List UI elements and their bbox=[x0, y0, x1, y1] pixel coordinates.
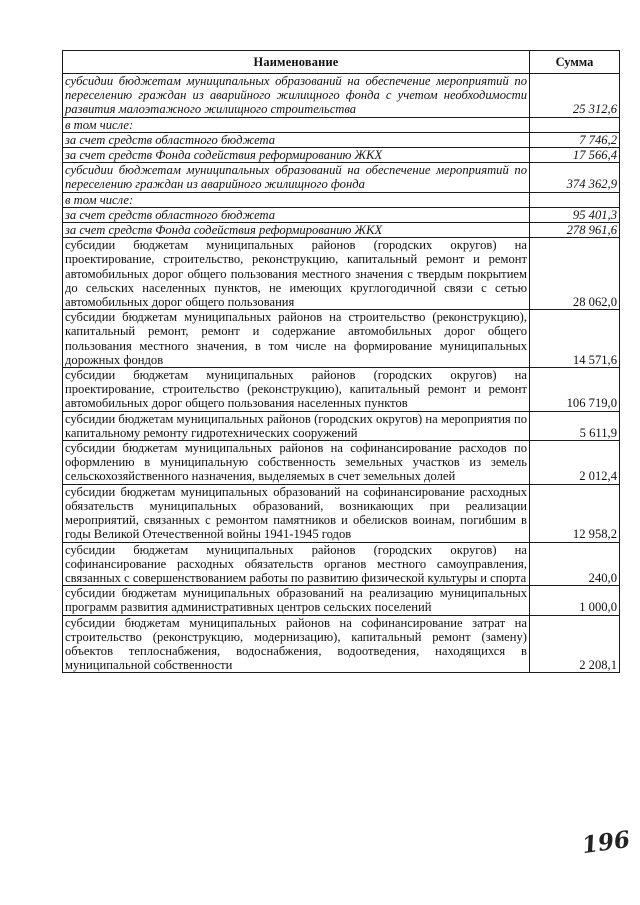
row-sum: 106 719,0 bbox=[530, 368, 620, 412]
row-name: субсидии бюджетам муниципальных образований на обеспечение мероприятий по переселению граждан из аварийного жилищного фонда с учетом необходимости развития малоэтажного жилищного строительства bbox=[63, 74, 530, 118]
table-row bbox=[63, 163, 620, 192]
row-sum: 374 362,9 bbox=[530, 163, 620, 192]
row-name: субсидии бюджетам муниципальных образований на софинансирование расходных обязательств муниципальных образований, возникающих при реализации мероприятий, связанных с ремонтом памятников и обелисков воинам, погибшим в годы Великой Отечественной войны 1941-1945 годов bbox=[63, 484, 530, 542]
table-row bbox=[63, 148, 620, 163]
row-sum: 7 746,2 bbox=[530, 132, 620, 147]
table-header-row bbox=[63, 51, 620, 74]
row-name: за счет средств областного бюджета bbox=[63, 207, 530, 222]
row-sum: 278 961,6 bbox=[530, 223, 620, 238]
row-name: за счет средств областного бюджета bbox=[63, 132, 530, 147]
row-name: субсидии бюджетам муниципальных районов (городских округов) на софинансирование расходных обязательств органов местного самоуправления, связанных с совершенствованием работы по развитию физической культуры и спорта bbox=[63, 542, 530, 586]
table-row bbox=[63, 117, 620, 132]
row-name: субсидии бюджетам муниципальных районов на софинансирование расходов по оформлению в муниципальную собственность земельных участков из земель сельскохозяйственного назначения, выделяемых в счет земельных долей bbox=[63, 441, 530, 485]
table-row bbox=[63, 615, 620, 673]
row-sum bbox=[530, 117, 620, 132]
budget-table bbox=[62, 50, 620, 673]
row-name: субсидии бюджетам муниципальных районов (городских округов) на мероприятия по капитальному ремонту гидротехнических сооружений bbox=[63, 411, 530, 440]
row-sum: 1 000,0 bbox=[530, 586, 620, 615]
row-sum: 12 958,2 bbox=[530, 484, 620, 542]
table-row bbox=[63, 368, 620, 412]
table-row bbox=[63, 74, 620, 118]
row-sum: 240,0 bbox=[530, 542, 620, 586]
row-sum: 14 571,6 bbox=[530, 310, 620, 368]
table-row bbox=[63, 484, 620, 542]
row-sum: 2 012,4 bbox=[530, 441, 620, 485]
column-header-name: Наименование bbox=[63, 51, 530, 74]
table-row bbox=[63, 192, 620, 207]
table-row bbox=[63, 586, 620, 615]
table-row bbox=[63, 310, 620, 368]
row-sum: 5 611,9 bbox=[530, 411, 620, 440]
table-row bbox=[63, 223, 620, 238]
row-name: за счет средств Фонда содействия реформированию ЖКХ bbox=[63, 223, 530, 238]
row-name: в том числе: bbox=[63, 117, 530, 132]
row-name: субсидии бюджетам муниципальных районов на софинансирование затрат на строительство (реконструкцию, модернизацию), капитальный ремонт (замену) объектов теплоснабжения, водоснабжения, водоотведения, находящихся в муниципальной собственности bbox=[63, 615, 530, 673]
table-row bbox=[63, 132, 620, 147]
row-sum: 95 401,3 bbox=[530, 207, 620, 222]
row-name: субсидии бюджетам муниципальных районов (городских округов) на проектирование, строительство, реконструкцию, капитальный ремонт и ремонт автомобильных дорог общего пользования местного значения с твердым покрытием до сельских населенных пунктов, не имеющих круглогодичной связи с сетью автомобильных дорог общего пользования bbox=[63, 238, 530, 310]
table-row bbox=[63, 238, 620, 310]
table-row bbox=[63, 542, 620, 586]
handwritten-page-number: 196 bbox=[580, 825, 632, 860]
row-sum: 2 208,1 bbox=[530, 615, 620, 673]
row-name: в том числе: bbox=[63, 192, 530, 207]
row-sum bbox=[530, 192, 620, 207]
row-sum: 25 312,6 bbox=[530, 74, 620, 118]
column-header-sum: Сумма bbox=[530, 51, 620, 74]
row-name: субсидии бюджетам муниципальных образований на обеспечение мероприятий по переселению граждан из аварийного жилищного фонда bbox=[63, 163, 530, 192]
row-sum: 17 566,4 bbox=[530, 148, 620, 163]
row-sum: 28 062,0 bbox=[530, 238, 620, 310]
row-name: субсидии бюджетам муниципальных районов (городских округов) на проектирование, строительство (реконструкцию), капитальный ремонт и ремонт автомобильных дорог общего пользования населенных пунктов bbox=[63, 368, 530, 412]
row-name: субсидии бюджетам муниципальных районов на строительство (реконструкцию), капитальный ремонт, ремонт и содержание автомобильных дорог общего пользования местного значения, в том числе на формирование муниципальных дорожных фондов bbox=[63, 310, 530, 368]
table-row bbox=[63, 441, 620, 485]
table-row bbox=[63, 207, 620, 222]
row-name: за счет средств Фонда содействия реформированию ЖКХ bbox=[63, 148, 530, 163]
row-name: субсидии бюджетам муниципальных образований на реализацию муниципальных программ развития административных центров сельских поселений bbox=[63, 586, 530, 615]
table-row bbox=[63, 411, 620, 440]
